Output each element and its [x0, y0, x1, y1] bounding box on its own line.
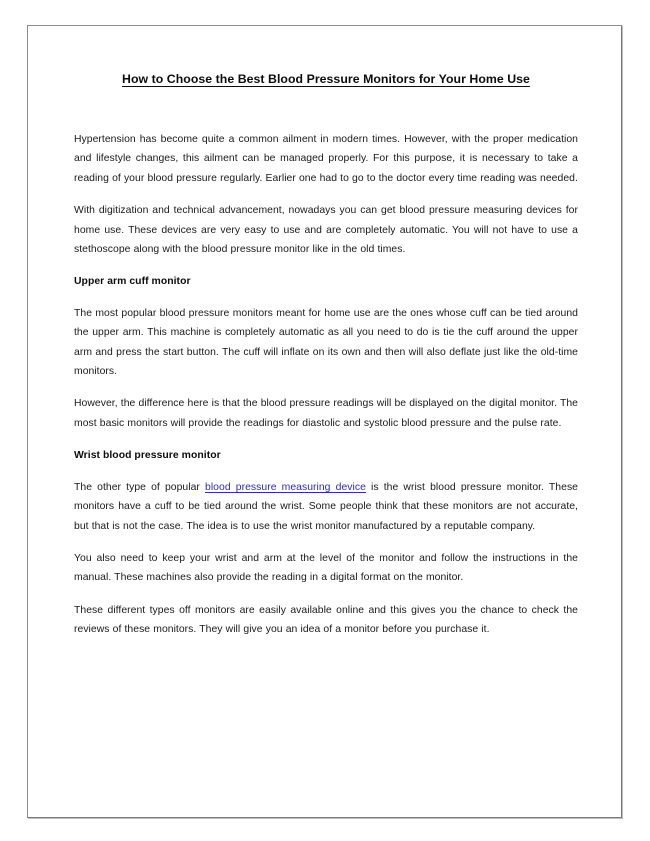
- section-heading-wrist-blood-pressure-monitor: Wrist blood pressure monitor: [74, 450, 221, 462]
- page-title: [74, 71, 578, 88]
- spacer: [74, 292, 578, 304]
- spacer: [74, 188, 578, 201]
- spacer-after-title: [74, 88, 578, 130]
- spacer: [74, 536, 578, 549]
- document-body: [74, 71, 578, 640]
- paragraph-5: [74, 478, 578, 536]
- paragraph-7: These different types off monitors are easily available online and this gives you the chance to check the reviews of these monitors. They will give you an idea of a monitor before you purchase it.: [74, 604, 578, 636]
- section-heading-upper-arm-cuff-monitor: Upper arm cuff monitor: [74, 276, 191, 288]
- spacer: [74, 433, 578, 446]
- paragraph-1: Hypertension has become quite a common ailment in modern times. However, with the proper medication and lifestyle changes, this ailment can be managed properly. For this purpose, it is necessary to take a reading of your blood pressure regularly. Earlier one had to go to the doctor every time reading was needed.: [74, 134, 578, 184]
- spacer: [74, 259, 578, 272]
- page-title-text: How to Choose the Best Blood Pressure Monitors for Your Home Use: [122, 72, 530, 86]
- paragraph-5-text-before: The other type of popular: [74, 481, 206, 493]
- document-page: [27, 25, 622, 818]
- spacer: [74, 466, 578, 478]
- spacer: [74, 588, 578, 601]
- paragraph-2: With digitization and technical advancement, nowadays you can get blood pressure measuring devices for home use. These devices are very easy to use and are completely automatic. You will not have to use a stethoscope along with the blood pressure monitor like in the old times.: [74, 205, 578, 256]
- paragraph-6: You also need to keep your wrist and arm at the level of the monitor and follow the instructions in the manual. These machines also provide the reading in a digital format on the monitor.: [74, 552, 578, 584]
- blood-pressure-measuring-device-link[interactable]: blood pressure measuring device: [205, 481, 366, 493]
- paragraph-5-text-after: is the wrist blood pressure monitor. These monitors have a cuff to be tied around the wrist. Some people think that these monitors are not accurate, but that is not the case. The idea is to use the wrist monitor manufactured by a reputable company.: [74, 481, 579, 532]
- spacer: [74, 381, 578, 394]
- paragraph-4: However, the difference here is that the blood pressure readings will be displayed on the digital monitor. The most basic monitors will provide the readings for diastolic and systolic blood pressure and the pulse rate.: [74, 398, 578, 429]
- paragraph-3: The most popular blood pressure monitors meant for home use are the ones whose cuff can be tied around the upper arm. This machine is completely automatic as all you need to do is tie the cuff around the upper arm and press the start button. The cuff will inflate on its own and then will also deflate just like the old-time monitors.: [74, 307, 578, 378]
